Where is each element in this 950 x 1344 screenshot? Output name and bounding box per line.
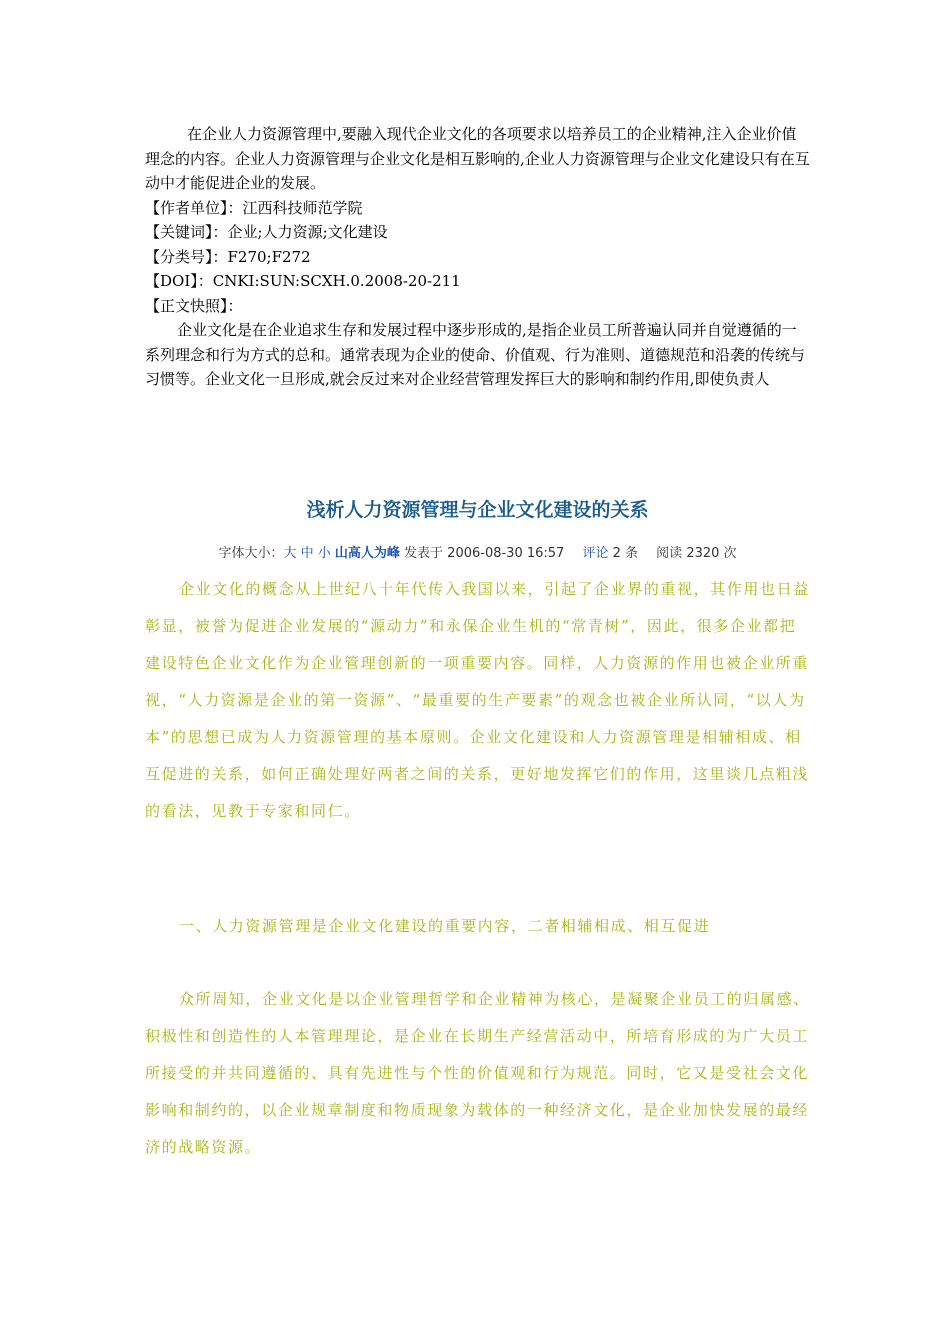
published-label: 发表于 [404,546,444,561]
article-paragraph-2: 众所周知，企业文化是以企业管理哲学和企业精神为核心，是凝聚企业员工的归属感、积极性和创造性的人本管理理论，是企业在长期生产经营活动中，所培育形成的为广大员工所接受的并共同遵循的、具有先进性与个性的价值观和行为规范。同时，它又是受社会文化影响和制约的，以企业规章制度和物质现象为载体的一种经济文化，是企业加快发展的最经济的战略资源。 [145,990,810,1156]
classification [145,245,810,270]
reads-label: 阅读 [656,546,683,561]
snapshot-text: 企业文化是在企业追求生存和发展过程中逐步形成的,是指企业员工所普遍认同并自觉遵循的一系列理念和行为方式的总和。通常表现为企业的使命、价值观、行为准则、道德规范和沿袭的传统与习惯等。企业文化一旦形成,就会反过来对企业经营管理发挥巨大的影响和制约作用,即使负责人 [145,321,806,388]
article-byline [145,542,810,561]
font-size-label: 字体大小： [218,546,284,561]
keywords-value: 企业;人力资源;文化建设 [227,223,388,241]
classification-label: 【分类号】： [145,247,228,266]
comments-count: 2 条 [612,546,639,561]
comments-link[interactable]: 评论 [582,546,609,561]
snapshot-label: 【正文快照】： [145,296,243,315]
section-heading-1: 一、人力资源管理是企业文化建设的重要内容，二者相辅相成、相互促进 [179,917,711,935]
abstract-block [145,122,810,392]
author-link[interactable]: 山高人为峰 [334,546,400,561]
author-unit-label: 【作者单位】： [145,198,243,217]
doi-label: 【DOI】： [145,272,213,290]
doi [145,269,810,294]
article-title: 浅析人力资源管理与企业文化建设的关系 [306,499,649,521]
keywords [145,220,810,245]
classification-value: F270;F272 [227,247,311,266]
font-size-options[interactable]: 大 中 小 [283,546,331,561]
published-date: 2006-08-30 16:57 [447,546,565,561]
keywords-label: 【关键词】： [145,223,228,241]
article-paragraph-1: 企业文化的概念从上世纪八十年代传入我国以来，引起了企业界的重视，其作用也日益彰显，被誉为促进企业发展的“源动力”和永保企业生机的“常青树”，因此，很多企业都把建设特色企业文化作为企业管理创新的一项重要内容。同样，人力资源的作用也被企业所重视，“人力资源是企业的第一资源”、“最重要的生产要素”的观念也被企业所认同，“以人为本”的思想已成为人力资源管理的基本原则。企业文化建设和人力资源管理是相辅相成、相互促进的关系，如何正确处理好两者之间的关系，更好地发挥它们的作用，这里谈几点粗浅的看法，见教于专家和同仁。 [145,580,810,820]
abstract-summary: 在企业人力资源管理中,要融入现代企业文化的各项要求以培养员工的企业精神,注入企业价值理念的内容。企业人力资源管理与企业文化是相互影响的,企业人力资源管理与企业文化建设只有在互动中才能促进企业的发展。 [145,125,810,192]
author-unit [145,196,810,221]
reads-count: 2320 次 [686,546,737,561]
author-unit-value: 江西科技师范学院 [242,198,363,217]
doi-value: CNKI:SUN:SCXH.0.2008-20-211 [212,272,461,290]
